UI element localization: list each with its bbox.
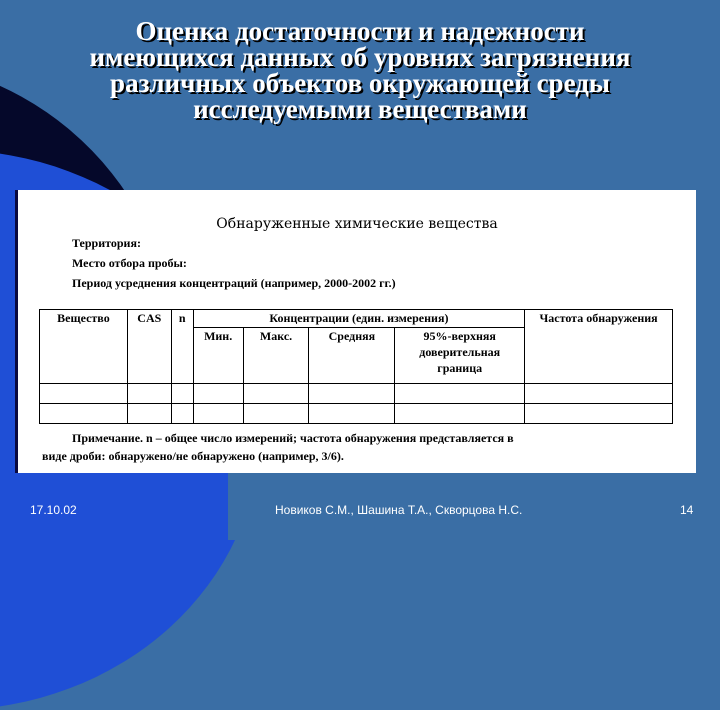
table-row: [40, 404, 673, 424]
title-line-4: исследуемыми веществами: [193, 94, 527, 124]
sampling-site-label: Место отбора пробы:: [72, 256, 187, 270]
territory-label: Территория:: [72, 236, 141, 250]
document-heading: Обнаруженные химические вещества: [216, 216, 498, 232]
header-concentrations: Концентрации (един. измерения): [193, 310, 524, 328]
note-line-2: виде дроби: обнаружено/не обнаружено (например, 3/6).: [42, 449, 344, 463]
header-frequency: Частота обнаружения: [525, 310, 673, 384]
title-line-3: различных объектов окружающей среды: [110, 68, 610, 98]
header-max: Макс.: [243, 328, 309, 384]
header-min: Мин.: [193, 328, 243, 384]
header-n: n: [171, 310, 193, 384]
header-ucl: 95%-верхняя доверительная граница: [395, 328, 525, 384]
footer-authors: Новиков С.М., Шашина Т.А., Скворцова Н.С.: [275, 503, 523, 517]
substances-table: [39, 309, 673, 424]
footer-date: 17.10.02: [30, 503, 77, 517]
header-cas: CAS: [127, 310, 171, 384]
footer-page-number: 14: [680, 503, 694, 517]
table-row: [40, 384, 673, 404]
header-mean: Средняя: [309, 328, 395, 384]
title-line-1: Оценка достаточности и надежности: [135, 16, 585, 46]
table-note: [42, 429, 674, 465]
header-substance: Вещество: [40, 310, 128, 384]
document-panel: [18, 190, 696, 473]
slide-title: [20, 18, 700, 122]
title-line-2: имеющихся данных об уровнях загрязнения: [89, 42, 631, 72]
note-line-1: Примечание. n – общее число измерений; частота обнаружения представляется в: [72, 431, 514, 445]
averaging-period-label: Период усреднения концентраций (например, 2000-2002 гг.): [72, 276, 396, 290]
